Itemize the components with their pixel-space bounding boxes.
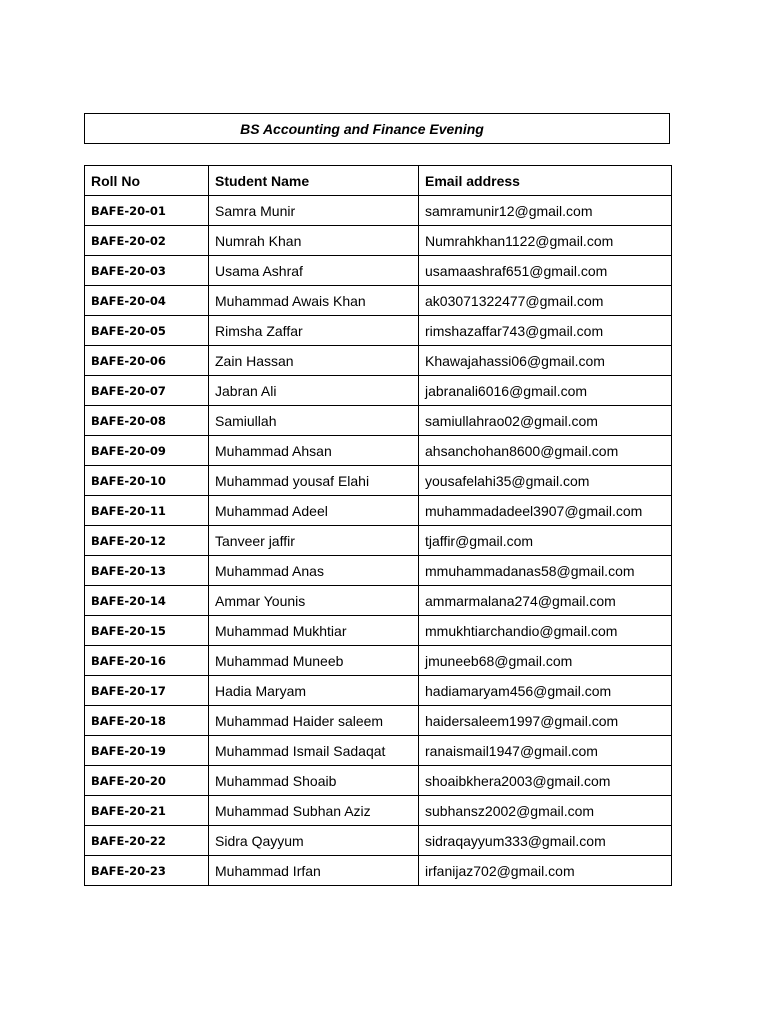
table-row xyxy=(85,616,672,646)
email-address-cell: subhansz2002@gmail.com xyxy=(419,796,672,826)
roll-no-cell: BAFE-20-02 xyxy=(85,226,209,256)
student-name-cell: Numrah Khan xyxy=(209,226,419,256)
student-name-cell: Muhammad Awais Khan xyxy=(209,286,419,316)
table-row xyxy=(85,376,672,406)
roll-no-cell: BAFE-20-04 xyxy=(85,286,209,316)
student-name-cell: Muhammad Haider saleem xyxy=(209,706,419,736)
email-address-cell: jmuneeb68@gmail.com xyxy=(419,646,672,676)
student-name-cell: Samra Munir xyxy=(209,196,419,226)
student-name-cell: Muhammad Ahsan xyxy=(209,436,419,466)
table-row xyxy=(85,526,672,556)
roll-no-cell: BAFE-20-14 xyxy=(85,586,209,616)
roll-no-cell: BAFE-20-22 xyxy=(85,826,209,856)
table-row xyxy=(85,646,672,676)
roll-no-cell: BAFE-20-13 xyxy=(85,556,209,586)
table-row xyxy=(85,856,672,886)
table-row xyxy=(85,226,672,256)
document-title-box xyxy=(84,113,670,144)
student-name-cell: Ammar Younis xyxy=(209,586,419,616)
email-address-cell: usamaashraf651@gmail.com xyxy=(419,256,672,286)
email-address-cell: samramunir12@gmail.com xyxy=(419,196,672,226)
roll-no-cell: BAFE-20-11 xyxy=(85,496,209,526)
table-row xyxy=(85,556,672,586)
roll-no-cell: BAFE-20-16 xyxy=(85,646,209,676)
student-name-cell: Usama Ashraf xyxy=(209,256,419,286)
email-address-cell: yousafelahi35@gmail.com xyxy=(419,466,672,496)
email-address-cell: shoaibkhera2003@gmail.com xyxy=(419,766,672,796)
roll-no-cell: BAFE-20-19 xyxy=(85,736,209,766)
table-row xyxy=(85,316,672,346)
student-name-cell: Muhammad Shoaib xyxy=(209,766,419,796)
student-name-cell: Rimsha Zaffar xyxy=(209,316,419,346)
table-row xyxy=(85,796,672,826)
roll-no-header: Roll No xyxy=(85,166,209,196)
email-address-cell: ak03071322477@gmail.com xyxy=(419,286,672,316)
student-roster-table xyxy=(84,165,672,886)
roll-no-cell: BAFE-20-23 xyxy=(85,856,209,886)
student-name-cell: Muhammad Adeel xyxy=(209,496,419,526)
table-row xyxy=(85,256,672,286)
table-row xyxy=(85,736,672,766)
email-address-cell: jabranali6016@gmail.com xyxy=(419,376,672,406)
document-title: BS Accounting and Finance Evening xyxy=(240,120,484,137)
roll-no-cell: BAFE-20-01 xyxy=(85,196,209,226)
table-header-row xyxy=(85,166,672,196)
email-address-header: Email address xyxy=(419,166,672,196)
email-address-cell: irfanijaz702@gmail.com xyxy=(419,856,672,886)
roll-no-cell: BAFE-20-05 xyxy=(85,316,209,346)
email-address-cell: sidraqayyum333@gmail.com xyxy=(419,826,672,856)
email-address-cell: mmuhammadanas58@gmail.com xyxy=(419,556,672,586)
student-name-cell: Zain Hassan xyxy=(209,346,419,376)
email-address-cell: rimshazaffar743@gmail.com xyxy=(419,316,672,346)
student-name-cell: Muhammad Irfan xyxy=(209,856,419,886)
roll-no-cell: BAFE-20-20 xyxy=(85,766,209,796)
roll-no-cell: BAFE-20-07 xyxy=(85,376,209,406)
roll-no-cell: BAFE-20-08 xyxy=(85,406,209,436)
email-address-cell: ahsanchohan8600@gmail.com xyxy=(419,436,672,466)
email-address-cell: haidersaleem1997@gmail.com xyxy=(419,706,672,736)
roll-no-cell: BAFE-20-06 xyxy=(85,346,209,376)
table-body xyxy=(85,196,672,886)
table-row xyxy=(85,196,672,226)
student-name-header: Student Name xyxy=(209,166,419,196)
email-address-cell: Khawajahassi06@gmail.com xyxy=(419,346,672,376)
email-address-cell: mmukhtiarchandio@gmail.com xyxy=(419,616,672,646)
student-name-cell: Muhammad Subhan Aziz xyxy=(209,796,419,826)
table-row xyxy=(85,496,672,526)
student-name-cell: Hadia Maryam xyxy=(209,676,419,706)
table-row xyxy=(85,436,672,466)
roll-no-cell: BAFE-20-09 xyxy=(85,436,209,466)
table-row xyxy=(85,706,672,736)
email-address-cell: Numrahkhan1122@gmail.com xyxy=(419,226,672,256)
email-address-cell: ranaismail1947@gmail.com xyxy=(419,736,672,766)
student-name-cell: Muhammad Ismail Sadaqat xyxy=(209,736,419,766)
student-name-cell: Sidra Qayyum xyxy=(209,826,419,856)
table-row xyxy=(85,676,672,706)
table-row xyxy=(85,586,672,616)
roll-no-cell: BAFE-20-10 xyxy=(85,466,209,496)
email-address-cell: hadiamaryam456@gmail.com xyxy=(419,676,672,706)
table-row xyxy=(85,766,672,796)
email-address-cell: samiullahrao02@gmail.com xyxy=(419,406,672,436)
roll-no-cell: BAFE-20-03 xyxy=(85,256,209,286)
student-name-cell: Muhammad Mukhtiar xyxy=(209,616,419,646)
student-name-cell: Jabran Ali xyxy=(209,376,419,406)
email-address-cell: ammarmalana274@gmail.com xyxy=(419,586,672,616)
roll-no-cell: BAFE-20-12 xyxy=(85,526,209,556)
roll-no-cell: BAFE-20-17 xyxy=(85,676,209,706)
table-row xyxy=(85,406,672,436)
table-row xyxy=(85,826,672,856)
table-row xyxy=(85,346,672,376)
email-address-cell: tjaffir@gmail.com xyxy=(419,526,672,556)
roll-no-cell: BAFE-20-15 xyxy=(85,616,209,646)
table-row xyxy=(85,466,672,496)
student-name-cell: Samiullah xyxy=(209,406,419,436)
student-name-cell: Tanveer jaffir xyxy=(209,526,419,556)
student-name-cell: Muhammad Anas xyxy=(209,556,419,586)
email-address-cell: muhammadadeel3907@gmail.com xyxy=(419,496,672,526)
student-name-cell: Muhammad Muneeb xyxy=(209,646,419,676)
table-row xyxy=(85,286,672,316)
student-name-cell: Muhammad yousaf Elahi xyxy=(209,466,419,496)
roll-no-cell: BAFE-20-21 xyxy=(85,796,209,826)
roll-no-cell: BAFE-20-18 xyxy=(85,706,209,736)
